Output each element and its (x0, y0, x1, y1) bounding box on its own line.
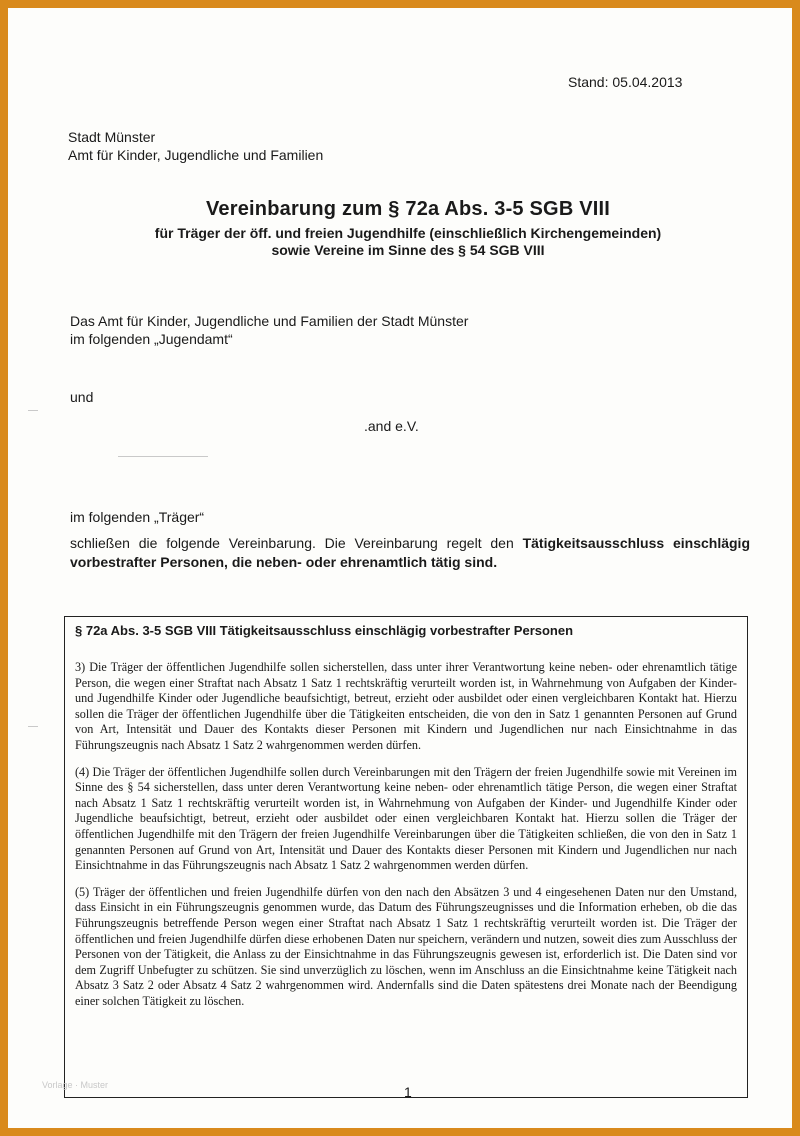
scan-mark-3 (118, 456, 208, 457)
document-date: Stand: 05.04.2013 (568, 74, 683, 90)
intro-bold-text: Tätigkeitsausschluss einschlägig vorbestrafter Personen, die neben- oder ehrenamtlich tätig sind. (70, 535, 750, 570)
intro-paragraph (70, 534, 750, 572)
party-jugendamt (70, 312, 468, 348)
title-block (68, 198, 748, 259)
party-jugendamt-name: Das Amt für Kinder, Jugendliche und Familien der Stadt Münster (70, 313, 469, 329)
party-jugendamt-ref: im folgenden „Jugendamt“ (70, 331, 233, 347)
party-traeger-ref: im folgenden „Träger“ (70, 509, 205, 525)
document-subtitle-2: sowie Vereine im Sinne des § 54 SGB VIII (271, 242, 545, 258)
legal-box-header: § 72a Abs. 3-5 SGB VIII Tätigkeitsausschluss einschlägig vorbestrafter Personen (75, 623, 574, 638)
page-number: 1 (404, 1084, 412, 1100)
scan-mark-2 (28, 726, 38, 727)
document-page (8, 8, 792, 1128)
document-title: Vereinbarung zum § 72a Abs. 3-5 SGB VIII (205, 198, 611, 220)
legal-paragraph-5: (5) Träger der öffentlichen und freien Jugendhilfe dürfen von den nach den Absätzen 3 und 4 eingesehenen Daten nur den Umstand, dass Einsicht in ein Führungszeugnis genommen wurde, das Datum des Führungszeugnisses und die Information erheben, ob die das Führungszeugnis betreffende Person wegen einer Straftat nach Absatz 1 Satz 1 rechtskräftig verurteilt worden ist. Die Träger der öffentlichen und freien Jugendhilfe dürfen diese erhobenen Daten nur speichern, verändern und nutzen, soweit dies zum Ausschluss der Personen von der Tätigkeit, die Anlass zu der Einsichtnahme in das Führungszeugnis gewesen ist, erforderlich ist. Die Daten sind vor dem Zugriff Unbefugter zu schützen. Sie sind unverzüglich zu löschen, wenn im Anschluss an die Einsichtnahme keine Tätigkeit nach Absatz 3 Satz 2 oder Absatz 4 Satz 2 wahrgenommen wird. Andernfalls sind die Daten spätestens drei Monate nach der Beendigung einer solchen Tätigkeit zu löschen. (75, 884, 737, 1008)
sender-office: Amt für Kinder, Jugendliche und Familien (68, 147, 324, 163)
watermark: Vorlage · Muster (42, 1080, 109, 1090)
document-subtitle-1: für Träger der öff. und freien Jugendhilfe (einschließlich Kirchengemeinden) (154, 225, 662, 241)
party-conjunction: und (70, 389, 94, 405)
legal-paragraph-4: (4) Die Träger der öffentlichen Jugendhilfe sollen durch Vereinbarungen mit den Trägern der freien Jugendhilfe sowie mit Vereinen im Sinne des § 54 sicherstellen, dass unter deren Verantwortung keine neben- oder ehrenamtlich tätige Person, die wegen einer Straftat nach Absatz 1 Satz 1 rechtskräftig verurteilt worden ist, in Wahrnehmung von Aufgaben der Kinder- und Jugendhilfe Kinder oder Jugendliche beaufsichtigt, betreut, erzieht oder ausbildet oder einen vergleichbaren Kontakt hat. Hierzu sollen die Träger der öffentlichen Jugendhilfe mit den Trägern der freien Jugendhilfe Vereinbarungen über die Tätigkeiten schließen, die von den in Satz 1 genannten Personen auf Grund von Art, Intensität und Dauer des Kontakts dieser Personen mit Kindern und Jugendlichen nur nach Einsichtnahme in das Führungszeugnis nach Absatz 1 Satz 2 wahrgenommen werden dürfen. (75, 764, 737, 873)
legal-text-box (64, 616, 748, 1098)
sender-address (68, 128, 323, 164)
sender-city: Stadt Münster (68, 129, 156, 145)
party-traeger-name: .and e.V. (364, 418, 419, 434)
legal-paragraph-3: 3) Die Träger der öffentlichen Jugendhilfe sollen sicherstellen, dass unter ihrer Verantwortung keine neben- oder ehrenamtlich tätige Person, die wegen einer Straftat nach Absatz 1 Satz 1 rechtskräftig verurteilt worden ist, in Wahrnehmung von Aufgaben der Kinder- und Jugendhilfe Kinder oder Jugendliche beaufsichtigt, betreut, erzieht oder ausbildet oder einen vergleichbaren Kontakt hat. Hierzu sollen die Träger der öffentlichen Jugendhilfe über die Tätigkeiten entscheiden, die von den in Satz 1 genannten Personen auf Grund von Art, Intensität und Dauer des Kontakts dieser Personen mit Kindern und Jugendlichen nur nach Einsichtnahme in das Führungszeugnis nach Absatz 1 Satz 2 wahrgenommen werden dürfen. (75, 660, 737, 752)
scan-mark-1 (28, 410, 38, 411)
intro-text: schließen die folgende Vereinbarung. Die Vereinbarung regelt den (70, 535, 523, 551)
